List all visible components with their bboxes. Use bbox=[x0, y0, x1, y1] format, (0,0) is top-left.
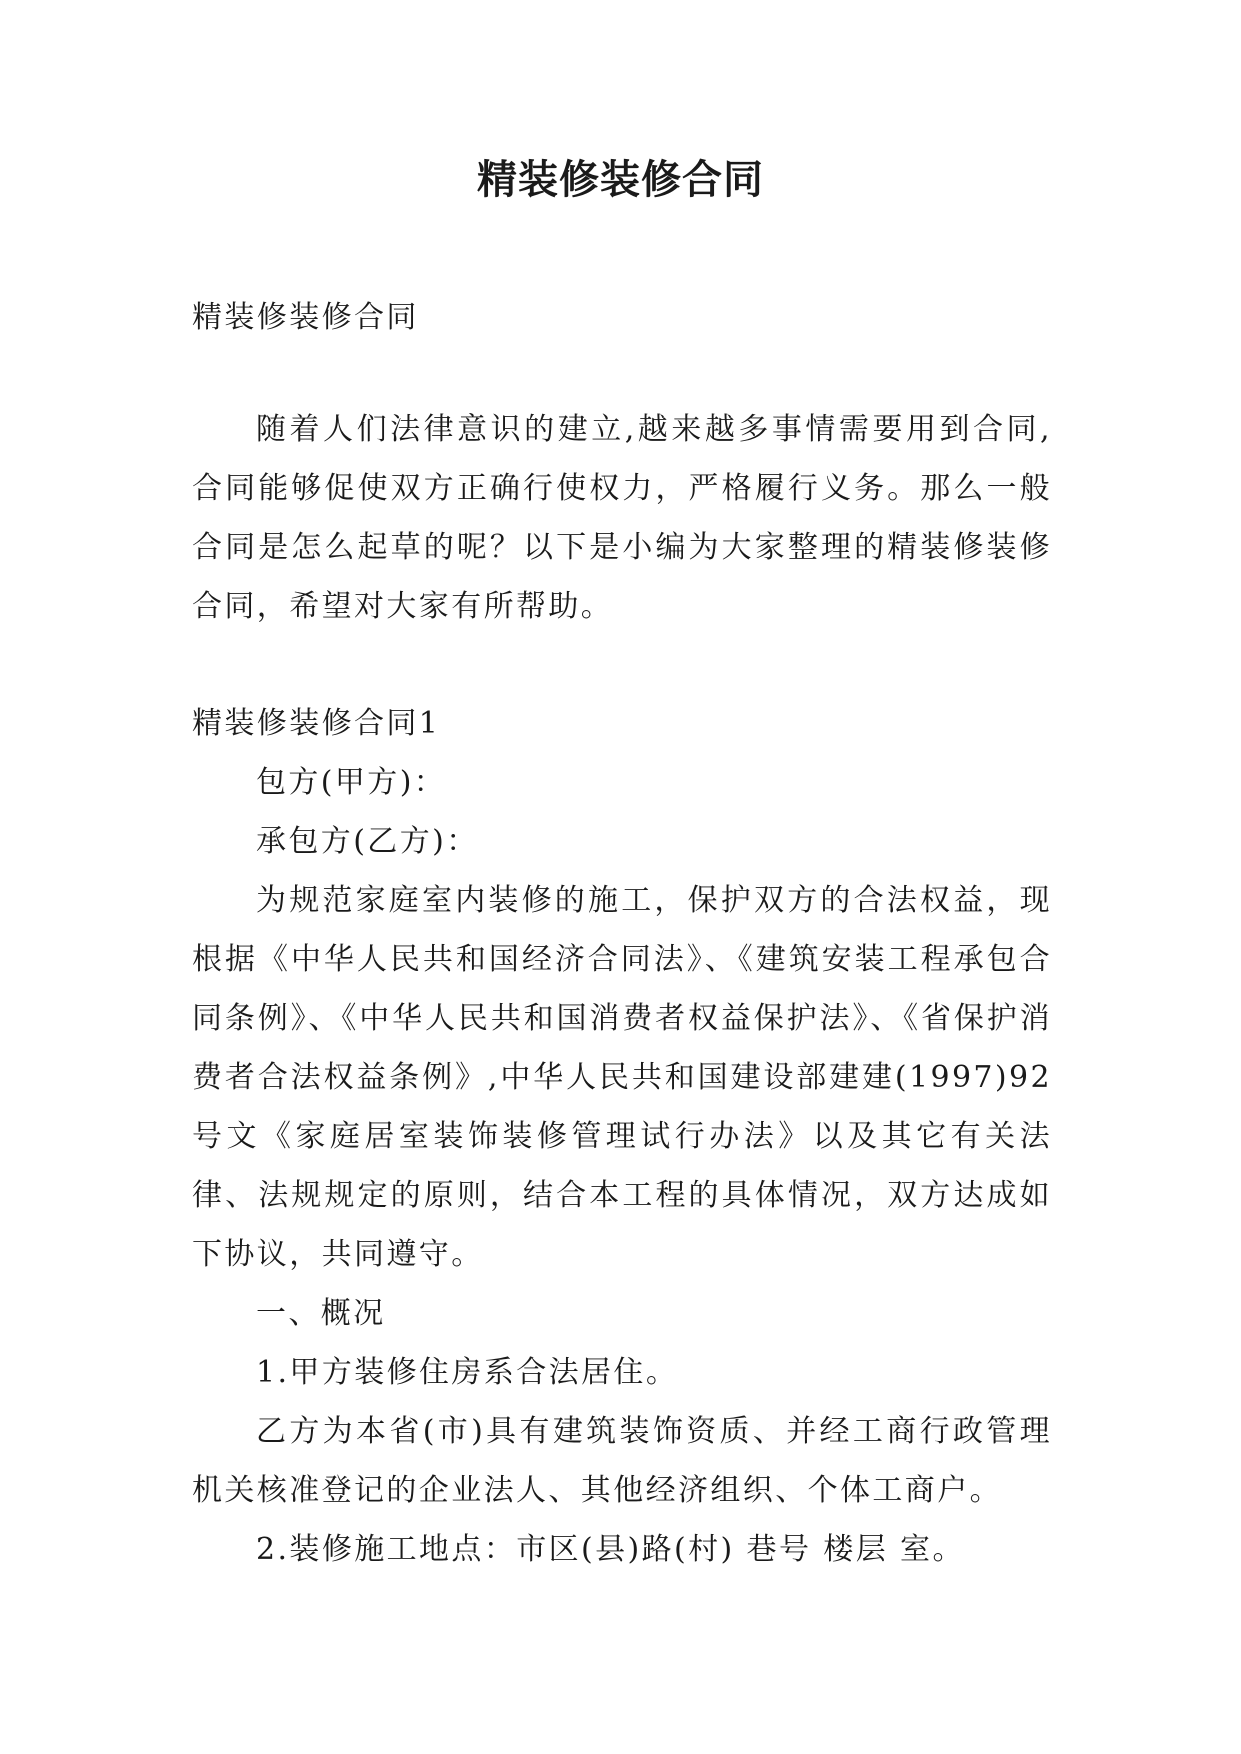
clause-1: 1.甲方装修住房系合法居住。 bbox=[256, 1355, 679, 1390]
chapter-heading: 一、概况 bbox=[256, 1296, 386, 1331]
document-subtitle: 精装修装修合同 bbox=[192, 300, 419, 335]
intro-paragraph: 随着人们法律意识的建立,越来越多事情需要用到合同,合同能够促使双方正确行使权力，严格履行义务。那么一般合同是怎么起草的呢？以下是小编为大家整理的精装修装修合同，希望对大家有所帮助。 bbox=[192, 412, 1052, 624]
document-subtitle-block bbox=[192, 288, 1052, 347]
intro-block bbox=[192, 400, 1052, 636]
party-b-line: 承包方(乙方)： bbox=[256, 824, 479, 859]
party-a-line: 包方(甲方)： bbox=[256, 765, 447, 800]
preamble-paragraph: 为规范家庭室内装修的施工，保护双方的合法权益，现根据《中华人民共和国经济合同法》、《建筑安装工程承包合同条例》、《中华人民共和国消费者权益保护法》、《省保护消费者合法权益条例》,中华人民共和国建设部建建(1997)92号文《家庭居室装饰装修管理试行办法》以及其它有关法律、法规规定的原则，结合本工程的具体情况，双方达成如下协议，共同遵守。 bbox=[192, 883, 1052, 1272]
document-title: 精装修装修合同 bbox=[477, 156, 764, 203]
clause-1b: 乙方为本省(市)具有建筑装饰资质、并经工商行政管理机关核准登记的企业法人、其他经济组织、个体工商户。 bbox=[192, 1414, 1052, 1508]
section-title: 精装修装修合同1 bbox=[192, 706, 441, 741]
contract-body bbox=[192, 694, 1052, 1579]
clause-2: 2.装修施工地点：市区(县)路(村) 巷号 楼层 室。 bbox=[256, 1532, 965, 1567]
